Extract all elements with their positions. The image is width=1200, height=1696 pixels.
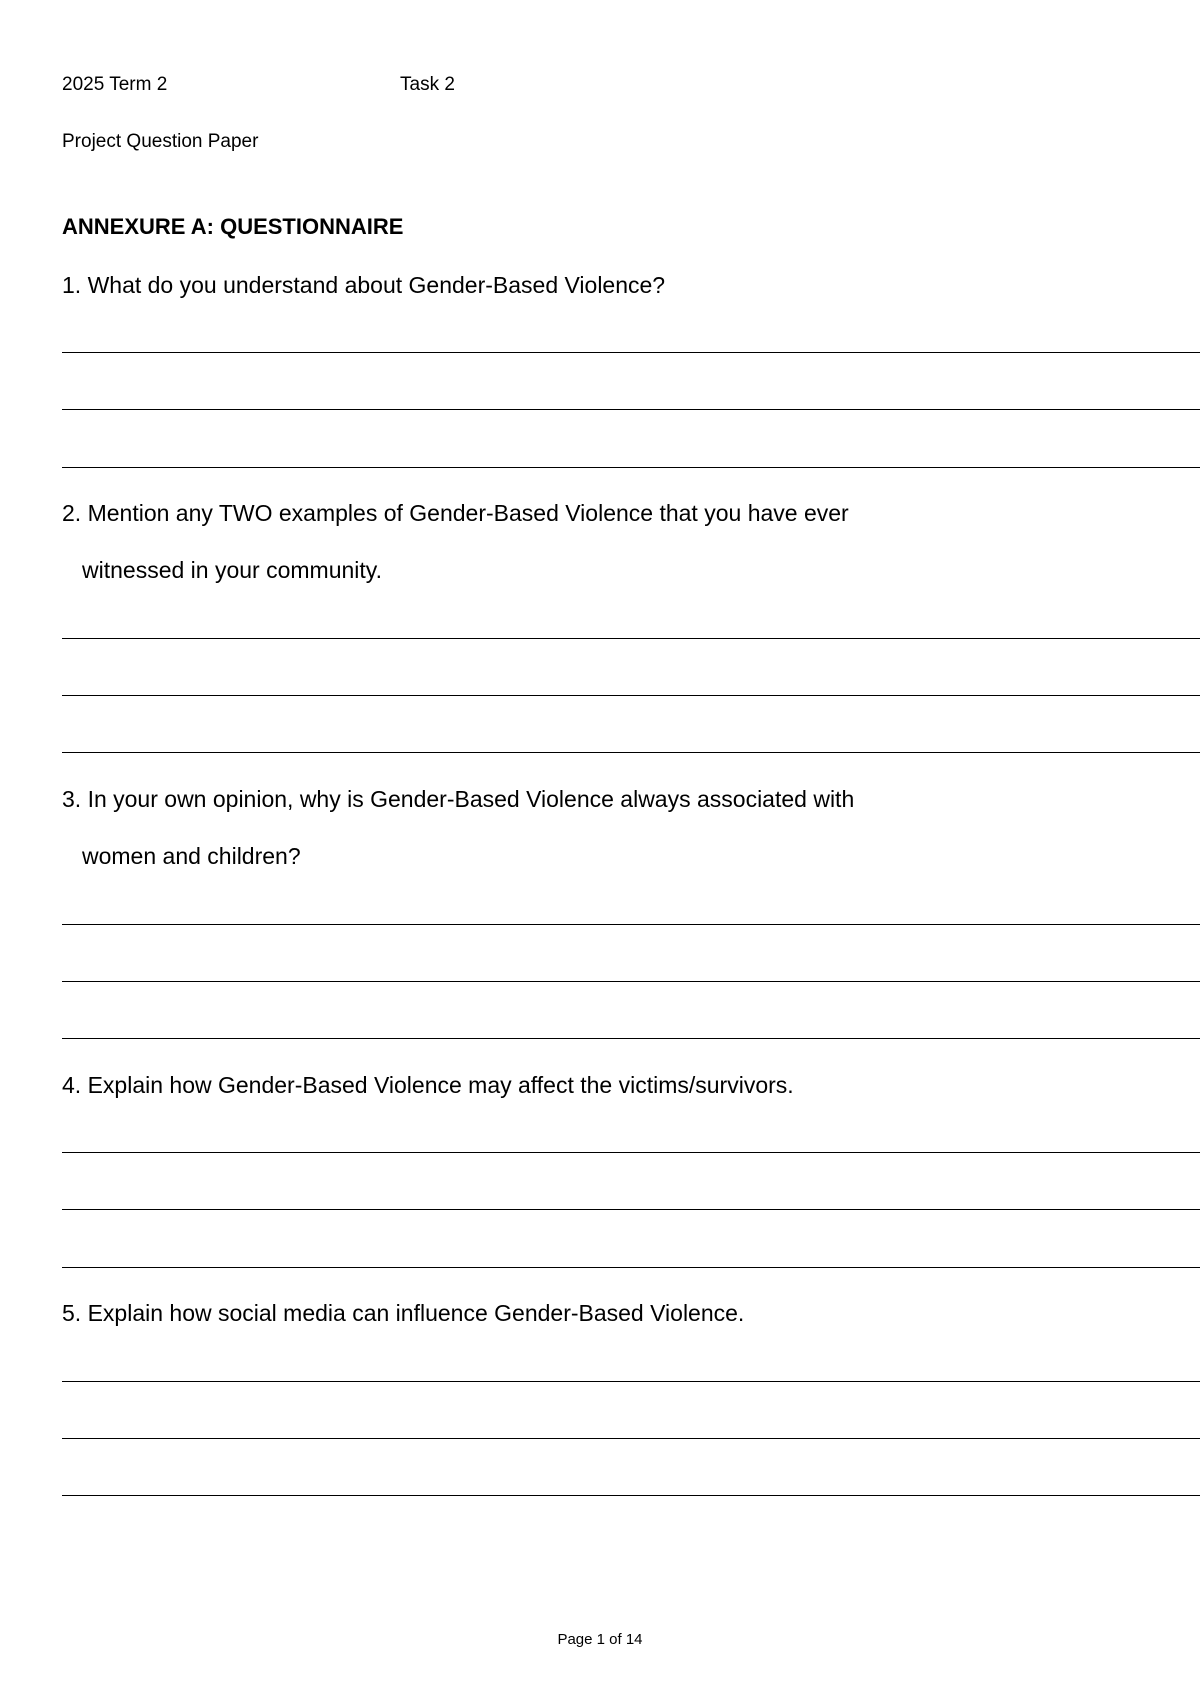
answer-line[interactable] <box>62 409 1200 410</box>
document-title: ANNEXURE A: QUESTIONNAIRE <box>62 214 404 239</box>
header-paper: Project Question Paper <box>62 131 259 152</box>
answer-line[interactable] <box>62 924 1200 925</box>
question-5: 5. Explain how social media can influence Gender-Based Violence. <box>62 1300 745 1326</box>
question-4: 4. Explain how Gender-Based Violence may affect the victims/survivors. <box>62 1072 794 1098</box>
answer-line[interactable] <box>62 695 1200 696</box>
answer-line[interactable] <box>62 1209 1200 1210</box>
question-1: 1. What do you understand about Gender-Based Violence? <box>62 272 666 298</box>
answer-line[interactable] <box>62 638 1200 639</box>
question-2-continuation: witnessed in your community. <box>82 557 382 583</box>
answer-line[interactable] <box>62 467 1200 468</box>
answer-line[interactable] <box>62 352 1200 353</box>
answer-line[interactable] <box>62 1381 1200 1382</box>
question-3-continuation: women and children? <box>82 843 301 869</box>
answer-line[interactable] <box>62 981 1200 982</box>
header-term: 2025 Term 2 <box>62 74 168 95</box>
answer-line[interactable] <box>62 1495 1200 1496</box>
question-3: 3. In your own opinion, why is Gender-Based Violence always associated with <box>62 786 855 812</box>
answer-line[interactable] <box>62 1438 1200 1439</box>
header-task: Task 2 <box>400 74 455 95</box>
answer-line[interactable] <box>62 752 1200 753</box>
page-number: Page 1 of 14 <box>557 1631 643 1648</box>
answer-line[interactable] <box>62 1038 1200 1039</box>
answer-line[interactable] <box>62 1152 1200 1153</box>
question-2: 2. Mention any TWO examples of Gender-Based Violence that you have ever <box>62 500 849 526</box>
answer-line[interactable] <box>62 1267 1200 1268</box>
